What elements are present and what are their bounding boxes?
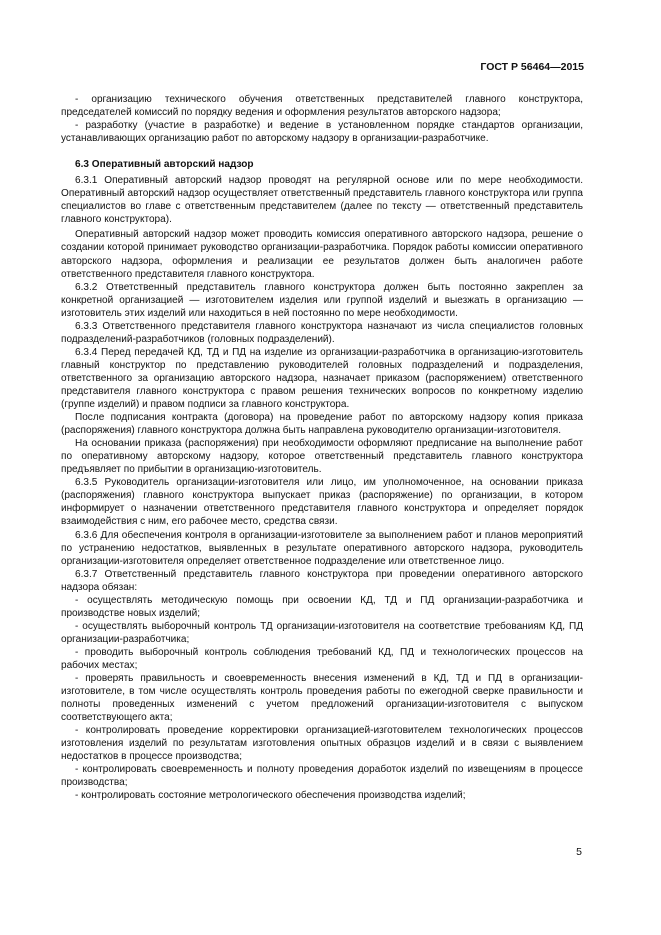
list-item: - осуществлять методическую помощь при освоении КД, ТД и ПД организации-разработчика и производстве новых изделий; [61, 594, 583, 619]
standard-header: ГОСТ Р 56464—2015 [480, 61, 584, 73]
paragraph: 6.3.3 Ответственного представителя главного конструктора назначают из числа специалистов головных подразделений-разработчиков (головных подразделений). [61, 320, 583, 345]
list-item: - проверять правильность и своевременность внесения изменений в КД, ТД и ПД в организации-изготовителе, в том числе осуществлять контроль проведения работы по ежегодной сверке правильности и полноты проведенных изменений с учетом предложений организации-изготовителя с выпуском соответствующего акта; [61, 673, 583, 724]
paragraph: 6.3.5 Руководитель организации-изготовителя или лицо, им уполномоченное, на основании приказа (распоряжения) главного конструктора выпускает приказ (распоряжение) по организации, в котором информирует о назначении ответственного представителя главного конструктора и определяет порядок взаимодействия с ним, его рабочее место, средства связи. [61, 477, 583, 528]
list-item: - осуществлять выборочный контроль ТД организации-изготовителя на соответствие требованиям КД, ПД организации-разработчика; [61, 620, 583, 645]
document-body [61, 93, 583, 802]
page-number: 5 [576, 846, 582, 858]
list-item: - контролировать своевременность и полноту проведения доработок изделий по извещениям в процессе производства; [61, 764, 583, 789]
paragraph: На основании приказа (распоряжения) при необходимости оформляют предписание на выполнение работ по оперативному авторскому надзору, которое ответственный представитель главного конструктора предъявляет по прибытии в организацию-изготовитель. [61, 438, 583, 476]
list-item: - контролировать состояние метрологического обеспечения производства изделий; [75, 790, 466, 802]
paragraph: 6.3.7 Ответственный представитель главного конструктора при проведении оперативного авторского надзора обязан: [61, 568, 583, 593]
intro-item: - разработку (участие в разработке) и ведение в установленном порядке стандартов организации, устанавливающих организацию работ по авторскому надзору в организации-разработчике. [61, 120, 583, 145]
intro-item: - организацию технического обучения ответственных представителей главного конструктора, председателей комиссий по порядку ведения и оформления результатов авторского надзора; [61, 94, 583, 119]
paragraph: 6.3.2 Ответственный представитель главного конструктора должен быть постоянно закреплен за конкретной организацией — изготовителем изделия или группой изделий и выезжать в организацию — изготовитель этих изделий или находиться в ней постоянно по мере необходимости. [61, 281, 583, 319]
list-item: - проводить выборочный контроль соблюдения требований КД, ПД и технологических процессов на рабочих местах; [61, 646, 583, 671]
paragraph: 6.3.6 Для обеспечения контроля в организации-изготовителе за выполнением работ и планов мероприятий по устранению недостатков, выявленных в результате оперативного авторского надзора, руководитель организации-изготовителя определяет ответственное подразделение или ответственное лицо. [61, 529, 583, 567]
paragraph: После подписания контракта (договора) на проведение работ по авторскому надзору копия приказа (распоряжения) главного конструктора должна быть направлена руководителю организации-изготовителя. [61, 412, 583, 437]
list-item: - контролировать проведение корректировки организацией-изготовителем технологических процессов изготовления изделий по результатам изготовления опытных образцов изделий и в связи с выявлением недостатков в процессе производства; [61, 725, 583, 763]
section-heading: 6.3 Оперативный авторский надзор [75, 159, 254, 171]
paragraph: 6.3.1 Оперативный авторский надзор проводят на регулярной основе или по мере необходимости. Оперативный авторский надзор осуществляет ответственный представитель главного конструктора или группа специалистов во главе с ответственным представителем (далее по тексту — ответственный представитель главного конструктора). [61, 175, 583, 226]
paragraph: Оперативный авторский надзор может проводить комиссия оперативного авторского надзора, решение о создании которой принимает руководство организации-разработчика. Порядок работы комиссии оперативного авторского надзора, оформления и реализации ее результатов должен быть аналогичен работе ответственного представителя главного конструктора. [61, 229, 583, 280]
paragraph: 6.3.4 Перед передачей КД, ТД и ПД на изделие из организации-разработчика в организацию-изготовитель главный конструктор по представлению руководителей головных подразделений и подразделения, ответственного за организацию авторского надзора, назначает приказом (распоряжением) ответственного представителя главного конструктора с правом решения технических вопросов по конкретному изделию (группе изделий) и правом подписи за главного конструктора. [61, 346, 583, 411]
